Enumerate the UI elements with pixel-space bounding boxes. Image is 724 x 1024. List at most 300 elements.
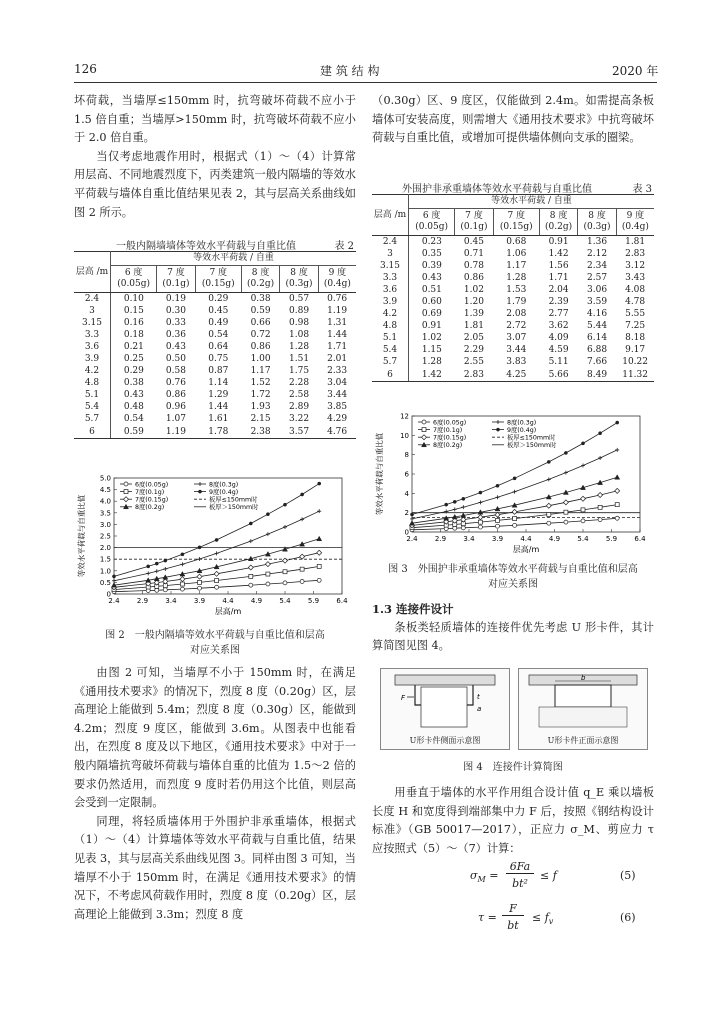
y-tick-label: 4.0: [99, 497, 111, 506]
table-row: [74, 366, 356, 378]
ratio-cell: 3.62: [548, 321, 569, 332]
ratio-cell: 2.72: [506, 321, 527, 332]
table-3-col-header: [578, 209, 616, 236]
data-point: [461, 526, 465, 530]
ratio-cell: 4.25: [493, 369, 539, 382]
section-1-3-para: 条板类轻质墙体的连接件优先考虑 U 形卡件，其计算简图见图 4。: [372, 620, 654, 653]
table-row: [372, 309, 654, 321]
table-row: [74, 378, 356, 390]
data-point: [317, 536, 322, 541]
data-point: [615, 503, 619, 507]
table-row: [74, 293, 356, 306]
y-tick-label: 1.5: [99, 555, 111, 564]
right-column-bottom: [372, 784, 654, 858]
equation-6: τ = F bt ≤ $f_v$ (6): [478, 902, 636, 932]
data-point: [180, 582, 184, 586]
table-row: [74, 317, 356, 329]
figure-4: [372, 668, 654, 750]
ratio-cell: 0.25: [123, 354, 144, 365]
ratio-cell: 0.33: [165, 317, 186, 328]
data-point: [300, 517, 304, 521]
y-tick-label: 10: [400, 431, 409, 440]
ratio-cell: 7.66: [587, 357, 608, 368]
ratio-cell: 0.76: [327, 293, 348, 304]
legend-label: 8度(0.2g): [433, 442, 463, 450]
ratio-cell: 4.78: [625, 297, 646, 308]
data-point: [215, 585, 219, 589]
header-rule: [74, 82, 657, 83]
data-point: [198, 482, 202, 486]
data-point: [581, 508, 585, 512]
legend-label: 板厚≤150mm时: [507, 434, 556, 442]
table-2-col-header: [280, 266, 318, 293]
row-height-cell: 3.3: [372, 272, 409, 284]
table-2: [74, 237, 356, 439]
x-tick-label: 5.9: [307, 597, 320, 605]
table-row: [74, 329, 356, 341]
ratio-cell: 3.07: [506, 333, 527, 344]
section-1-3-title: 1.3 连接件设计: [372, 602, 454, 616]
data-point: [283, 581, 287, 585]
table-row: [372, 369, 654, 382]
data-point: [422, 420, 426, 424]
data-point: [598, 505, 602, 509]
ratio-cell: 1.56: [548, 260, 569, 271]
eq5-numerator: 6Fa: [506, 860, 534, 874]
data-point: [445, 503, 448, 506]
ratio-cell: 2.15: [250, 414, 271, 425]
ratio-cell: 8.18: [625, 333, 646, 344]
table-3-col-pga: (0.05g): [415, 222, 449, 232]
ratio-cell: 6.14: [587, 333, 608, 344]
journal-title: 建 筑 结 构: [320, 64, 380, 78]
legend-label: 8度(0.3g): [507, 419, 537, 427]
x-tick-label: 6.4: [336, 597, 348, 605]
ratio-cell: 1.28: [506, 272, 527, 283]
ratio-cell: 2.38: [241, 426, 279, 439]
table-3-body: [372, 236, 654, 382]
data-point: [410, 513, 413, 516]
data-point: [547, 460, 550, 463]
ratio-cell: 5.44: [587, 321, 608, 332]
ratio-cell: 3.83: [506, 357, 527, 368]
ratio-cell: 0.76: [165, 378, 186, 389]
ratio-cell: 1.71: [548, 272, 569, 283]
data-point: [453, 526, 457, 530]
data-point: [181, 553, 184, 556]
figure-3-caption-line2: 对应关系图: [488, 579, 538, 590]
data-point: [317, 509, 321, 513]
data-point: [547, 521, 551, 525]
ratio-cell: 2.58: [289, 390, 310, 401]
ratio-cell: 0.75: [208, 354, 229, 365]
x-tick-label: 3.4: [165, 597, 177, 605]
left-para-1: 坏荷载，当墙厚≤150mm 时，抗弯破坏荷载不应小于 1.5 倍自重；当墙厚>150mm 时，抗弯破坏荷载不应小于 2.0 倍自重。: [74, 94, 356, 145]
figure-2-caption-line2: 对应关系图: [190, 645, 240, 656]
table-3-col-intensity: 7 度: [507, 211, 526, 221]
ratio-cell: 0.66: [250, 317, 271, 328]
table-2-col-intensity: 9 度: [328, 268, 347, 278]
ratio-cell: 0.48: [123, 402, 144, 413]
data-point: [615, 448, 619, 452]
table-row: [372, 284, 654, 296]
data-point: [422, 435, 427, 440]
ratio-cell: 2.28: [289, 378, 310, 389]
row-height-cell: 2.4: [372, 236, 409, 249]
ratio-cell: 1.81: [463, 321, 484, 332]
data-point: [163, 588, 167, 592]
data-point: [478, 515, 483, 520]
table-2-col-pga: (0.15g): [201, 279, 235, 289]
table-row: [372, 248, 654, 260]
ratio-cell: 1.39: [463, 309, 484, 320]
table-2-caption: 一般内隔墙墙体等效水平荷载与自重比值: [116, 241, 296, 252]
ratio-cell: 2.83: [625, 248, 646, 259]
ratio-cell: 3.57: [280, 426, 318, 439]
ratio-cell: 1.52: [250, 378, 271, 389]
x-tick-label: 3.9: [193, 597, 206, 605]
ratio-cell: 0.51: [421, 284, 442, 295]
ratio-cell: 3.59: [587, 297, 608, 308]
y-tick-label: 8: [404, 451, 409, 460]
data-point: [317, 564, 321, 568]
ratio-cell: 0.89: [289, 305, 310, 316]
table-row: [372, 345, 654, 357]
equation-5: $\sigma_M$ = 6Fa bt² ≤ f (5): [470, 860, 636, 890]
x-tick-label: 4.4: [222, 597, 234, 605]
legend-label: 7度(0.1g): [135, 489, 165, 496]
table-2-col-header: [241, 266, 279, 293]
data-point: [283, 503, 286, 506]
ratio-cell: 1.07: [165, 414, 186, 425]
ratio-cell: 0.57: [289, 293, 310, 304]
ratio-cell: 4.08: [625, 284, 646, 295]
row-height-cell: 5.7: [372, 357, 409, 369]
table-2-col-intensity: 6 度: [124, 268, 143, 278]
ratio-cell: 0.91: [548, 236, 569, 247]
data-point: [581, 496, 586, 501]
table-3-col-header: [493, 209, 539, 236]
data-point: [546, 503, 551, 508]
ratio-cell: 2.01: [327, 354, 348, 365]
ratio-cell: 1.93: [250, 402, 271, 413]
data-point: [479, 491, 482, 494]
data-point: [112, 575, 115, 578]
data-point: [249, 522, 252, 525]
u-clip-right-leg: [467, 685, 473, 705]
data-point: [599, 432, 602, 435]
y-tick-label: 4.5: [99, 486, 111, 495]
table-3-col-header: [539, 209, 577, 236]
page-number: 126: [74, 62, 97, 76]
table-3-group-header: 等效水平荷载 / 自重: [409, 195, 655, 209]
y-axis-label: 等效水平荷载与自重比值: [375, 432, 384, 516]
ratio-cell: 0.36: [165, 329, 186, 340]
ratio-cell: 1.08: [289, 329, 310, 340]
data-point: [422, 428, 426, 432]
data-point: [598, 456, 602, 460]
wall-panel: [421, 687, 467, 727]
ratio-cell: 2.04: [548, 284, 569, 295]
table-3-col-pga: (0.3g): [583, 222, 611, 232]
ratio-cell: 1.78: [195, 426, 241, 439]
ratio-cell: 0.78: [463, 260, 484, 271]
ratio-cell: 1.44: [208, 402, 229, 413]
data-point: [496, 518, 500, 522]
lever-symbol: a: [477, 705, 482, 713]
row-height-cell: 3: [372, 248, 409, 260]
x-tick-label: 2.9: [136, 597, 149, 605]
ratio-cell: 5.66: [539, 369, 577, 382]
ratio-cell: 1.44: [327, 329, 348, 340]
table-row: [74, 390, 356, 402]
y-tick-label: 0.5: [99, 578, 111, 587]
issue-year: 2020 年: [612, 64, 659, 78]
ratio-cell: 3.44: [506, 345, 527, 356]
figure-3-caption: [372, 562, 654, 592]
y-tick-label: 0: [404, 528, 409, 537]
row-height-cell: 5.4: [372, 345, 409, 357]
y-tick-label: 0: [106, 590, 111, 599]
table-3-grid: [372, 194, 654, 382]
ratio-cell: 5.55: [625, 309, 646, 320]
data-point: [317, 550, 322, 555]
data-point: [266, 572, 270, 576]
table-row: [74, 414, 356, 426]
eq5-number: (5): [620, 869, 636, 882]
data-point: [564, 451, 567, 454]
table-row: [372, 272, 654, 284]
data-point: [163, 579, 168, 584]
ratio-cell: 1.20: [463, 297, 484, 308]
data-point: [616, 421, 619, 424]
data-point: [300, 567, 304, 571]
figure-3-chart: [372, 408, 654, 558]
y-axis-label: 等效水平荷载与自重比值: [77, 494, 86, 578]
row-height-cell: 3.3: [74, 329, 111, 341]
legend-label: 8度(0.2g): [135, 504, 165, 512]
y-tick-label: 1.0: [99, 567, 111, 576]
row-height-cell: 4.8: [74, 378, 111, 390]
data-point: [615, 516, 619, 520]
ratio-cell: 0.59: [111, 426, 157, 439]
data-point: [265, 562, 270, 567]
x-tick-label: 4.9: [250, 597, 263, 605]
table-3-rowhead: 层高 /m: [372, 195, 409, 236]
table-3-col-header: [616, 209, 654, 236]
data-point: [163, 567, 167, 571]
ratio-cell: 0.86: [165, 390, 186, 401]
row-height-cell: 5.7: [74, 414, 111, 426]
data-point: [581, 463, 585, 467]
table-2-body: [74, 293, 356, 439]
ratio-cell: 1.61: [208, 414, 229, 425]
table-row: [372, 321, 654, 333]
x-tick-label: 3.4: [463, 535, 475, 543]
eq5-denominator: bt²: [512, 877, 528, 890]
right-para-1: （0.30g）区、9 度区，仅能做到 2.4m。如需提高条板墙体可安装高度，则需增大《通用技术要求》中抗弯破坏荷载与自重比值，或增加可提供墙体侧向支承的圈梁。: [372, 94, 654, 145]
data-point: [513, 523, 517, 527]
data-point: [197, 574, 202, 579]
data-point: [266, 582, 270, 586]
eq5-lhs: σ: [470, 869, 478, 882]
table-row: [372, 260, 654, 272]
ratio-cell: 6.88: [587, 345, 608, 356]
figure-2-caption-line1: 图 2 一般内隔墙等效水平荷载与自重比值和层高: [105, 630, 325, 641]
data-point: [615, 475, 620, 480]
table-2-col-header: [111, 266, 157, 293]
data-point: [266, 513, 269, 516]
left-column-bottom: [74, 664, 356, 924]
table-2-col-pga: (0.05g): [117, 279, 151, 289]
left-column-top: [74, 92, 356, 222]
ratio-cell: 0.69: [421, 309, 442, 320]
row-height-cell: 6: [372, 369, 409, 382]
table-row: [372, 296, 654, 308]
ratio-cell: 0.21: [123, 341, 144, 352]
ratio-cell: 0.58: [165, 366, 186, 377]
data-point: [598, 518, 602, 522]
data-point: [453, 507, 457, 511]
figure-4-right-label: U形卡件正面示意图: [547, 736, 619, 745]
data-point: [164, 559, 167, 562]
x-tick-label: 5.9: [605, 535, 618, 543]
u-clip-left-leg: [415, 685, 421, 705]
table-3-col-pga: (0.2g): [545, 222, 573, 232]
figure-3-caption-line1: 图 3 外围护非承重墙体等效水平荷载与自重比值和层高: [388, 564, 638, 575]
ratio-cell: 0.68: [506, 236, 527, 247]
table-2-column-headers: [74, 266, 356, 293]
row-height-cell: 4.8: [372, 321, 409, 333]
legend-label: 7度(0.15g): [135, 496, 169, 504]
ratio-cell: 0.59: [250, 305, 271, 316]
table-3-col-intensity: 6 度: [422, 211, 441, 221]
data-point: [249, 583, 253, 587]
row-height-cell: 3.15: [372, 260, 409, 272]
table-3-col-pga: (0.4g): [621, 222, 649, 232]
data-point: [547, 477, 551, 481]
data-point: [124, 482, 128, 486]
ratio-cell: 0.71: [463, 248, 484, 259]
ratio-cell: 1.36: [587, 236, 608, 247]
table-2-col-header: [318, 266, 356, 293]
ratio-cell: 4.59: [548, 345, 569, 356]
row-height-cell: 3.15: [74, 317, 111, 329]
table-row: [372, 357, 654, 369]
ratio-cell: 1.17: [506, 260, 527, 271]
y-tick-label: 2.5: [99, 532, 111, 541]
data-point: [155, 562, 158, 565]
data-point: [496, 420, 500, 424]
y-tick-label: 12: [400, 412, 409, 421]
ratio-cell: 1.53: [506, 284, 527, 295]
x-tick-label: 2.4: [108, 597, 120, 605]
row-height-cell: 2.4: [74, 293, 111, 306]
table-3-col-intensity: 8 度: [549, 211, 568, 221]
legend-label: 6度(0.05g): [135, 481, 169, 489]
data-point: [453, 500, 456, 503]
y-tick-label: 3.5: [99, 509, 111, 518]
data-point: [318, 482, 321, 485]
table-2-col-intensity: 7 度: [209, 268, 228, 278]
data-point: [461, 505, 465, 509]
data-point: [198, 580, 202, 584]
ratio-cell: 0.64: [208, 341, 229, 352]
data-point: [180, 562, 184, 566]
left-para-2: 当仅考虑地震作用时，根据式（1）～（4）计算常用层高、不同地震烈度下，丙类建筑一般内隔墙的等效水平荷载与墙体自重比值结果见表 2，其与层高关系曲线如图 2 所示。: [74, 149, 356, 219]
data-point: [563, 500, 568, 505]
ratio-cell: 0.72: [250, 329, 271, 340]
ratio-cell: 5.11: [548, 357, 569, 368]
data-point: [598, 492, 603, 497]
data-point: [215, 538, 218, 541]
ratio-cell: 2.39: [548, 297, 569, 308]
table-2-col-pga: (0.3g): [285, 279, 313, 289]
wall-panel-front: [539, 707, 627, 727]
eq5-sub: M: [477, 875, 486, 885]
ratio-cell: 2.89: [289, 402, 310, 413]
ratio-cell: 0.43: [421, 272, 442, 283]
ratio-cell: 2.55: [463, 357, 484, 368]
ratio-cell: 0.45: [463, 236, 484, 247]
x-axis-label: 层高/m: [512, 545, 540, 554]
table-2-group-header: 等效水平荷载 / 自重: [111, 252, 357, 266]
data-point: [180, 577, 185, 582]
ratio-cell: 3.43: [625, 272, 646, 283]
x-tick-label: 6.4: [634, 535, 646, 543]
data-point: [513, 477, 516, 480]
row-height-cell: 3: [74, 305, 111, 317]
ratio-cell: 2.05: [463, 333, 484, 344]
ratio-cell: 0.86: [250, 341, 271, 352]
legend-label: 8度(0.3g): [209, 481, 239, 489]
table-3-col-intensity: 9 度: [626, 211, 645, 221]
x-tick-label: 3.9: [491, 535, 504, 543]
eq6-numerator: F: [502, 902, 524, 916]
table-row: [74, 305, 356, 317]
table-2-grid: [74, 251, 356, 439]
ratio-cell: 0.30: [165, 305, 186, 316]
ratio-cell: 0.91: [421, 321, 442, 332]
data-point: [147, 565, 150, 568]
ratio-cell: 0.87: [208, 366, 229, 377]
ratio-cell: 10.22: [622, 357, 648, 368]
data-point: [513, 490, 517, 494]
table-3-col-pga: (0.1g): [460, 222, 488, 232]
data-point: [547, 513, 551, 517]
data-point: [300, 579, 304, 583]
data-point: [248, 565, 253, 570]
data-point: [198, 586, 202, 590]
legend-label: 7度(0.1g): [433, 427, 463, 434]
ratio-cell: 1.72: [250, 390, 271, 401]
figure-2-caption: [74, 628, 356, 658]
figure-2-chart: [74, 470, 356, 620]
u-clip-side-diagram: [381, 669, 509, 731]
x-tick-label: 2.9: [434, 535, 447, 543]
legend-label: 7度(0.15g): [433, 434, 467, 442]
ratio-cell: 1.17: [250, 366, 271, 377]
ratio-cell: 3.04: [327, 378, 348, 389]
ratio-cell: 3.85: [327, 402, 348, 413]
ratio-cell: 3.06: [587, 284, 608, 295]
row-height-cell: 3.9: [74, 353, 111, 365]
ceiling-slab: [395, 675, 495, 685]
right-column-section-13: [372, 600, 654, 656]
data-point: [249, 574, 253, 578]
ratio-cell: 2.57: [587, 272, 608, 283]
thickness-symbol: t: [477, 693, 480, 701]
